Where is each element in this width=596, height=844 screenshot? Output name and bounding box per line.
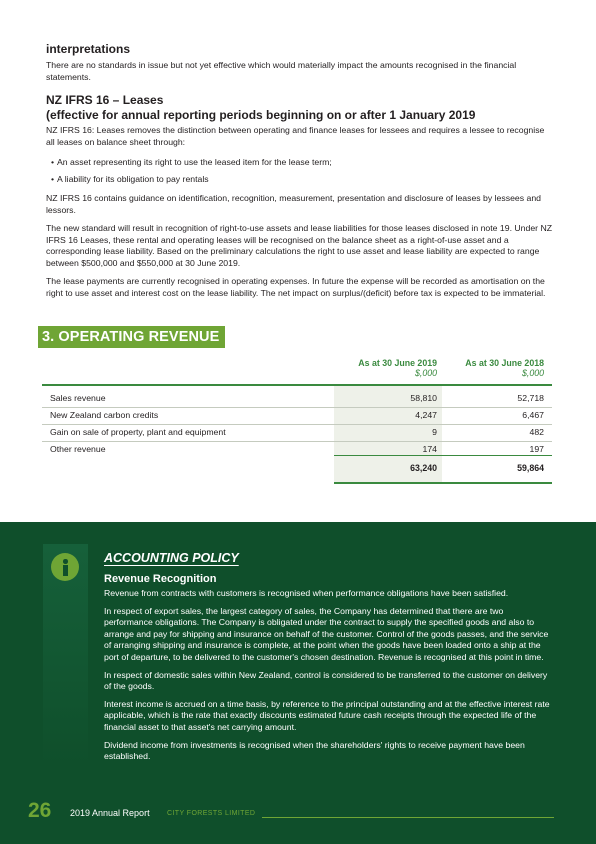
table-row: Other revenue 174 197 bbox=[50, 444, 544, 454]
total-2019: 63,240 bbox=[410, 463, 437, 473]
policy-content bbox=[104, 551, 553, 763]
section-title: 3. OPERATING REVENUE bbox=[38, 326, 225, 348]
ifrs16-paragraph-4: The lease payments are currently recognised in operating expenses. In future the expense will be recorded as amortisation on the right to use asset and interest cost on the lease liability. The net impact on surplus/(deficit) before tax is expected to be immaterial. bbox=[46, 276, 546, 298]
policy-paragraph: Dividend income from investments is recognised when the shareholders' rights to receive payment have been established. bbox=[104, 739, 525, 762]
total-2018: 59,864 bbox=[517, 463, 544, 473]
info-icon bbox=[51, 553, 79, 581]
header-divider bbox=[42, 384, 552, 386]
column-header-2018: As at 30 June 2018 $,000 bbox=[465, 358, 544, 378]
unit-label: $,000 bbox=[414, 368, 437, 378]
table-row: New Zealand carbon credits 4,247 6,467 bbox=[50, 410, 544, 420]
policy-subtitle: Revenue Recognition bbox=[104, 573, 217, 585]
policy-paragraph: In respect of domestic sales within New Zealand, control is considered to be transferred to the customer on delivery of the goods. bbox=[104, 669, 548, 692]
footer-rule bbox=[262, 817, 554, 818]
column-header-2019: As at 30 June 2019 $,000 bbox=[358, 358, 437, 378]
interpretations-text: There are no standards in issue but not yet effective which would materially impact the amounts recognised in the financial statements. bbox=[46, 60, 517, 82]
page-footer bbox=[0, 796, 596, 826]
brand-name: CITY FORESTS LIMITED bbox=[167, 810, 256, 817]
page-number: 26 bbox=[28, 799, 52, 822]
table-row: Sales revenue 58,810 52,718 bbox=[50, 393, 544, 403]
policy-paragraph: Interest income is accrued on a time basis, by reference to the principal outstanding and at the effective interest rate applicable, which is the rate that exactly discounts estimated future cash receipts through the expected life of the financial asset to that asset's net carrying amount. bbox=[104, 698, 550, 732]
report-title: 2019 Annual Report bbox=[70, 808, 150, 818]
total-divider bbox=[334, 455, 552, 456]
ifrs16-heading-line2: (effective for annual reporting periods beginning on or after 1 January 2019 bbox=[46, 107, 476, 122]
table-row: Gain on sale of property, plant and equipment 9 482 bbox=[50, 427, 544, 437]
interpretations-heading: interpretations bbox=[46, 42, 131, 56]
unit-label: $,000 bbox=[521, 368, 544, 378]
ifrs16-paragraph-2: NZ IFRS 16 contains guidance on identification, recognition, measurement, presentation and disclosure of leases by lessees and lessors. bbox=[46, 193, 541, 215]
total-underline bbox=[334, 482, 552, 484]
policy-title: ACCOUNTING POLICY bbox=[104, 551, 239, 565]
policy-paragraph: Revenue from contracts with customers is recognised when performance obligations have been satisfied. bbox=[104, 588, 509, 598]
policy-paragraph: In respect of export sales, the largest category of sales, the Company has determined that there are two performance obligations. The Company is obligated under the contract to supply the specified goods and also to arrange and pay for shipping and insurance on behalf of the customer. Control of the goods passes, and the service of arranging shipping and insurance is complete, at the point when the goods have been loaded onto a ship at the port of departure, to be delivered to the customer's chosen destination. Revenue is recognised at this point in time. bbox=[104, 605, 549, 662]
ifrs16-heading bbox=[46, 93, 475, 122]
ifrs16-paragraph-1: NZ IFRS 16: Leases removes the distinction between operating and finance leases for lessees and requires a lessee to recognise all leases on balance sheet through: bbox=[46, 125, 545, 147]
bullet-icon: • bbox=[51, 157, 55, 167]
bullet-item: • A liability for its obligation to pay rentals bbox=[51, 174, 209, 184]
ifrs16-heading-line1: NZ IFRS 16 – Leases bbox=[46, 93, 164, 107]
bullet-icon: • bbox=[51, 174, 55, 184]
ifrs16-paragraph-3: The new standard will result in recognition of right-to-use assets and lease liabilities for those leases disclosed in note 19. Under NZ IFRS 16 Leases, these rental and operating leases will be recognised on the balance sheet as a right-of-use asset and a corresponding lease liability. Based on the preliminary calculations the right to use asset and lease liability are expected to range between $500,000 and $550,000 at 30 June 2019. bbox=[46, 223, 553, 268]
bullet-item: • An asset representing its right to use the leased item for the lease term; bbox=[51, 157, 332, 167]
